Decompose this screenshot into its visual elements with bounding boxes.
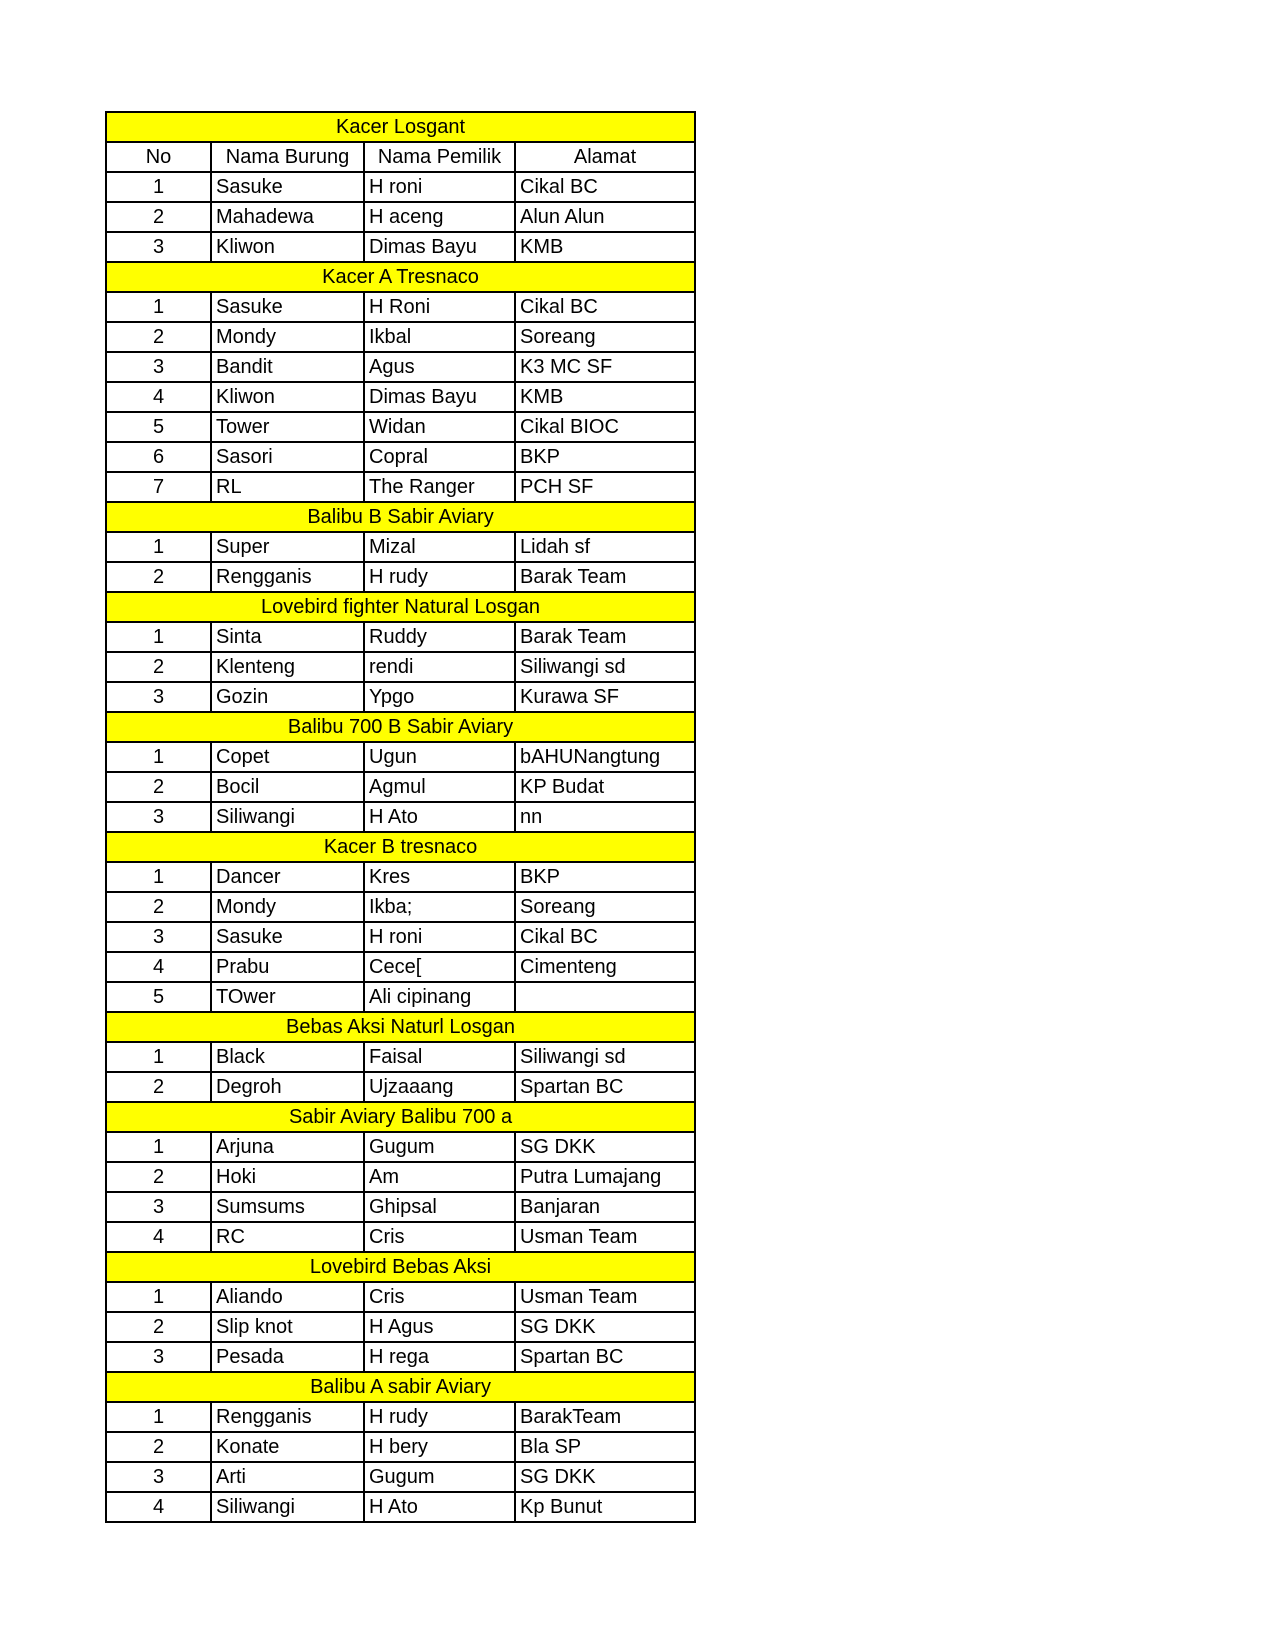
cell-bird-name: Mahadewa (211, 202, 364, 232)
cell-bird-name: Siliwangi (211, 802, 364, 832)
results-table (105, 111, 696, 1523)
section-title: Kacer B tresnaco (106, 832, 695, 862)
cell-owner-name: Cris (364, 1282, 515, 1312)
table-row (106, 1192, 695, 1222)
section-header-row (106, 832, 695, 862)
cell-owner-name: Am (364, 1162, 515, 1192)
cell-address: Lidah sf (515, 532, 695, 562)
cell-owner-name: Cris (364, 1222, 515, 1252)
cell-no: 3 (106, 922, 211, 952)
section-title: Balibu A sabir Aviary (106, 1372, 695, 1402)
cell-owner-name: Gugum (364, 1462, 515, 1492)
cell-address: nn (515, 802, 695, 832)
cell-no: 1 (106, 1132, 211, 1162)
cell-address: Usman Team (515, 1282, 695, 1312)
cell-no: 6 (106, 442, 211, 472)
cell-address: Soreang (515, 892, 695, 922)
cell-bird-name: Mondy (211, 322, 364, 352)
cell-owner-name: Gugum (364, 1132, 515, 1162)
cell-bird-name: Gozin (211, 682, 364, 712)
cell-no: 1 (106, 1282, 211, 1312)
column-header-bird-name: Nama Burung (211, 142, 364, 172)
table-row (106, 1162, 695, 1192)
section-header-row (106, 1372, 695, 1402)
cell-no: 2 (106, 652, 211, 682)
table-row (106, 622, 695, 652)
cell-owner-name: Faisal (364, 1042, 515, 1072)
cell-address: bAHUNangtung (515, 742, 695, 772)
cell-owner-name: Ikba; (364, 892, 515, 922)
cell-address: Siliwangi sd (515, 1042, 695, 1072)
cell-owner-name: Dimas Bayu (364, 382, 515, 412)
cell-no: 7 (106, 472, 211, 502)
cell-address: Kurawa SF (515, 682, 695, 712)
table-row (106, 232, 695, 262)
cell-bird-name: Sumsums (211, 1192, 364, 1222)
cell-owner-name: H Ato (364, 1492, 515, 1522)
cell-no: 1 (106, 292, 211, 322)
cell-owner-name: Agmul (364, 772, 515, 802)
cell-address: Cimenteng (515, 952, 695, 982)
cell-owner-name: H roni (364, 172, 515, 202)
cell-owner-name: Copral (364, 442, 515, 472)
table-row (106, 802, 695, 832)
cell-bird-name: Siliwangi (211, 1492, 364, 1522)
section-header-row (106, 1252, 695, 1282)
cell-owner-name: Agus (364, 352, 515, 382)
cell-bird-name: Copet (211, 742, 364, 772)
cell-owner-name: H rudy (364, 1402, 515, 1432)
cell-no: 4 (106, 1222, 211, 1252)
cell-bird-name: Tower (211, 412, 364, 442)
cell-no: 2 (106, 562, 211, 592)
cell-bird-name: Sasori (211, 442, 364, 472)
cell-address (515, 982, 695, 1012)
cell-no: 2 (106, 892, 211, 922)
cell-owner-name: H Ato (364, 802, 515, 832)
cell-bird-name: Konate (211, 1432, 364, 1462)
cell-bird-name: Black (211, 1042, 364, 1072)
cell-no: 1 (106, 172, 211, 202)
table-row (106, 562, 695, 592)
cell-bird-name: Dancer (211, 862, 364, 892)
table-row (106, 682, 695, 712)
cell-address: KP Budat (515, 772, 695, 802)
table-row (106, 1312, 695, 1342)
section-title: Lovebird Bebas Aksi (106, 1252, 695, 1282)
section-header-row (106, 592, 695, 622)
section-title: Bebas Aksi Naturl Losgan (106, 1012, 695, 1042)
section-title: Kacer Losgant (106, 112, 695, 142)
table-row (106, 412, 695, 442)
table-row (106, 1042, 695, 1072)
cell-owner-name: H rudy (364, 562, 515, 592)
cell-no: 3 (106, 352, 211, 382)
table-row (106, 892, 695, 922)
cell-bird-name: Super (211, 532, 364, 562)
cell-owner-name: Ali cipinang (364, 982, 515, 1012)
cell-address: KMB (515, 382, 695, 412)
table-row (106, 352, 695, 382)
section-title: Balibu 700 B Sabir Aviary (106, 712, 695, 742)
cell-no: 4 (106, 382, 211, 412)
cell-owner-name: H roni (364, 922, 515, 952)
cell-no: 3 (106, 1462, 211, 1492)
cell-address: Cikal BIOC (515, 412, 695, 442)
cell-address: PCH SF (515, 472, 695, 502)
cell-owner-name: Kres (364, 862, 515, 892)
table-row (106, 442, 695, 472)
column-header-row (106, 142, 695, 172)
cell-bird-name: Degroh (211, 1072, 364, 1102)
cell-address: KMB (515, 232, 695, 262)
cell-owner-name: Ugun (364, 742, 515, 772)
section-title: Lovebird fighter Natural Losgan (106, 592, 695, 622)
cell-address: Cikal BC (515, 172, 695, 202)
table-row (106, 1072, 695, 1102)
cell-bird-name: Aliando (211, 1282, 364, 1312)
cell-owner-name: Ikbal (364, 322, 515, 352)
cell-no: 3 (106, 802, 211, 832)
section-title: Balibu B Sabir Aviary (106, 502, 695, 532)
table-row (106, 652, 695, 682)
cell-bird-name: Hoki (211, 1162, 364, 1192)
cell-address: Spartan BC (515, 1342, 695, 1372)
cell-bird-name: Sasuke (211, 172, 364, 202)
cell-address: Cikal BC (515, 292, 695, 322)
cell-owner-name: Widan (364, 412, 515, 442)
cell-bird-name: Prabu (211, 952, 364, 982)
cell-bird-name: Sinta (211, 622, 364, 652)
cell-no: 3 (106, 232, 211, 262)
table-row (106, 1342, 695, 1372)
cell-no: 3 (106, 682, 211, 712)
cell-address: Putra Lumajang (515, 1162, 695, 1192)
cell-address: BarakTeam (515, 1402, 695, 1432)
cell-bird-name: Rengganis (211, 562, 364, 592)
table-row (106, 742, 695, 772)
cell-bird-name: Sasuke (211, 922, 364, 952)
table-row (106, 1222, 695, 1252)
cell-address: K3 MC SF (515, 352, 695, 382)
cell-address: SG DKK (515, 1312, 695, 1342)
cell-no: 2 (106, 202, 211, 232)
cell-address: Kp Bunut (515, 1492, 695, 1522)
cell-no: 5 (106, 412, 211, 442)
table-row (106, 922, 695, 952)
cell-no: 3 (106, 1342, 211, 1372)
section-header-row (106, 712, 695, 742)
cell-no: 1 (106, 862, 211, 892)
cell-owner-name: H rega (364, 1342, 515, 1372)
cell-no: 1 (106, 1402, 211, 1432)
cell-no: 1 (106, 622, 211, 652)
table-row (106, 982, 695, 1012)
cell-no: 1 (106, 1042, 211, 1072)
cell-bird-name: Pesada (211, 1342, 364, 1372)
cell-no: 4 (106, 952, 211, 982)
cell-bird-name: Kliwon (211, 382, 364, 412)
cell-bird-name: Bandit (211, 352, 364, 382)
cell-no: 2 (106, 1162, 211, 1192)
cell-owner-name: H bery (364, 1432, 515, 1462)
cell-no: 5 (106, 982, 211, 1012)
cell-address: SG DKK (515, 1132, 695, 1162)
table-row (106, 1462, 695, 1492)
cell-no: 3 (106, 1192, 211, 1222)
cell-address: Cikal BC (515, 922, 695, 952)
table-row (106, 1132, 695, 1162)
cell-bird-name: Arjuna (211, 1132, 364, 1162)
cell-address: BKP (515, 862, 695, 892)
table-row (106, 292, 695, 322)
cell-bird-name: Sasuke (211, 292, 364, 322)
cell-owner-name: Dimas Bayu (364, 232, 515, 262)
cell-bird-name: RC (211, 1222, 364, 1252)
cell-bird-name: Slip knot (211, 1312, 364, 1342)
table-row (106, 172, 695, 202)
section-title: Sabir Aviary Balibu 700 a (106, 1102, 695, 1132)
cell-no: 2 (106, 1432, 211, 1462)
cell-address: Spartan BC (515, 1072, 695, 1102)
cell-address: Bla SP (515, 1432, 695, 1462)
section-header-row (106, 112, 695, 142)
column-header-address: Alamat (515, 142, 695, 172)
cell-bird-name: RL (211, 472, 364, 502)
cell-owner-name: Ujzaaang (364, 1072, 515, 1102)
cell-bird-name: Rengganis (211, 1402, 364, 1432)
section-header-row (106, 1012, 695, 1042)
cell-owner-name: rendi (364, 652, 515, 682)
table-row (106, 1282, 695, 1312)
cell-address: Barak Team (515, 622, 695, 652)
cell-owner-name: Ypgo (364, 682, 515, 712)
table-row (106, 1402, 695, 1432)
table-row (106, 382, 695, 412)
section-header-row (106, 1102, 695, 1132)
column-header-no: No (106, 142, 211, 172)
table-row (106, 952, 695, 982)
cell-no: 2 (106, 772, 211, 802)
cell-no: 1 (106, 532, 211, 562)
cell-bird-name: Bocil (211, 772, 364, 802)
cell-owner-name: The Ranger (364, 472, 515, 502)
cell-owner-name: Mizal (364, 532, 515, 562)
cell-address: BKP (515, 442, 695, 472)
cell-owner-name: Ruddy (364, 622, 515, 652)
section-header-row (106, 262, 695, 292)
cell-address: Usman Team (515, 1222, 695, 1252)
table-row (106, 862, 695, 892)
cell-no: 2 (106, 1072, 211, 1102)
cell-address: Barak Team (515, 562, 695, 592)
cell-bird-name: Mondy (211, 892, 364, 922)
cell-owner-name: H aceng (364, 202, 515, 232)
cell-no: 4 (106, 1492, 211, 1522)
cell-bird-name: TOwer (211, 982, 364, 1012)
cell-bird-name: Kliwon (211, 232, 364, 262)
cell-address: SG DKK (515, 1462, 695, 1492)
cell-owner-name: H Roni (364, 292, 515, 322)
cell-bird-name: Klenteng (211, 652, 364, 682)
cell-address: Soreang (515, 322, 695, 352)
table-row (106, 322, 695, 352)
table-row (106, 202, 695, 232)
cell-address: Siliwangi sd (515, 652, 695, 682)
cell-address: Alun Alun (515, 202, 695, 232)
column-header-owner-name: Nama Pemilik (364, 142, 515, 172)
section-header-row (106, 502, 695, 532)
cell-address: Banjaran (515, 1192, 695, 1222)
section-title: Kacer A Tresnaco (106, 262, 695, 292)
cell-owner-name: Cece[ (364, 952, 515, 982)
cell-owner-name: H Agus (364, 1312, 515, 1342)
table-row (106, 772, 695, 802)
cell-no: 2 (106, 322, 211, 352)
cell-no: 2 (106, 1312, 211, 1342)
table-row (106, 1492, 695, 1522)
cell-no: 1 (106, 742, 211, 772)
cell-owner-name: Ghipsal (364, 1192, 515, 1222)
table-row (106, 532, 695, 562)
table-row (106, 472, 695, 502)
cell-bird-name: Arti (211, 1462, 364, 1492)
table-row (106, 1432, 695, 1462)
